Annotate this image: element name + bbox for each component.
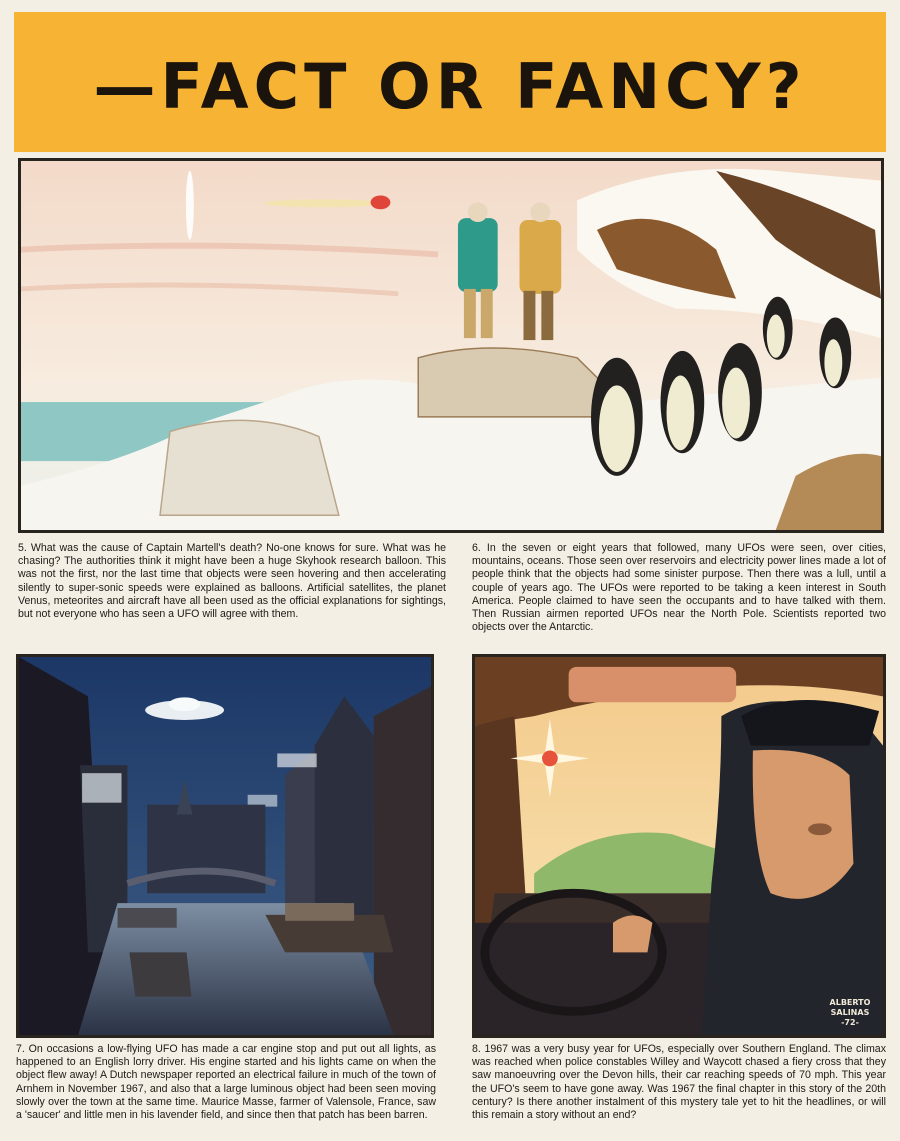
canal-town-night-ufo: [19, 657, 431, 1035]
illustration-canal-night: [16, 654, 434, 1038]
caption-panel-5: 5. What was the cause of Captain Martell's death? No-one knows for sure. What was he chasing? The authorities think it might have been a huge Skyhook research balloon. This was not the first, nor the last time that objects were seen hovering and then accelerating silently to super-sonic speeds were explained as balloons. Artificial satellites, the planet Venus, meteorites and aircraft have all been used as the official explanations for sightings, but not everyone who has seen a UFO will agree with them.: [18, 542, 446, 621]
penguins-antarctic-scene: [21, 161, 881, 530]
caption-panel-6: 6. In the seven or eight years that followed, many UFOs were seen, over cities, mountains, oceans. Those seen over reservoirs and electricity power lines made a lot of people think that the objects had some sinister purpose. Then there was a lull, until a couple of years ago. The UFOs were reported to be taking a keen interest in South America. People claimed to have seen the occupants and to have talked with them. Then Russian airmen reported UFOs near the North Pole. Scientists reported two objects over the Antarctic.: [472, 542, 886, 634]
title-banner: [14, 12, 886, 152]
illustration-police-car: [472, 654, 886, 1038]
artist-signature: ALBERTO SALINAS -72-: [829, 998, 871, 1027]
police-car-fiery-cross: [475, 657, 883, 1035]
caption-panel-8: 8. 1967 was a very busy year for UFOs, especially over Southern England. The climax was reached when police constables Willey and Waycott chased a fiery cross that they saw manoeuvring over the Devon hills, their car reaching speeds of 70 mph. This year the UFO's seem to have gone away. Was 1967 the final chapter in this story of the 20th century? Is there another instalment of this mystery tale yet to hit the headlines, or will this remain a story without an end?: [472, 1043, 886, 1122]
illustration-penguins: [18, 158, 884, 533]
page-title: —FACT OR FANCY?: [93, 50, 807, 123]
caption-panel-7: 7. On occasions a low-flying UFO has made a car engine stop and put out all lights, as happened to an English lorry driver. His engine started and his lights came on when the object flew away! A Dutch newspaper reported an electrical failure in much of the town of Arnhem in November 1967, and also that a large luminous object had been seen moving slowly over the town at the same time. Maurice Masse, farmer of Valensole, France, saw a 'saucer' and little men in his lavender field, and since then that patch has been barren.: [16, 1043, 436, 1122]
